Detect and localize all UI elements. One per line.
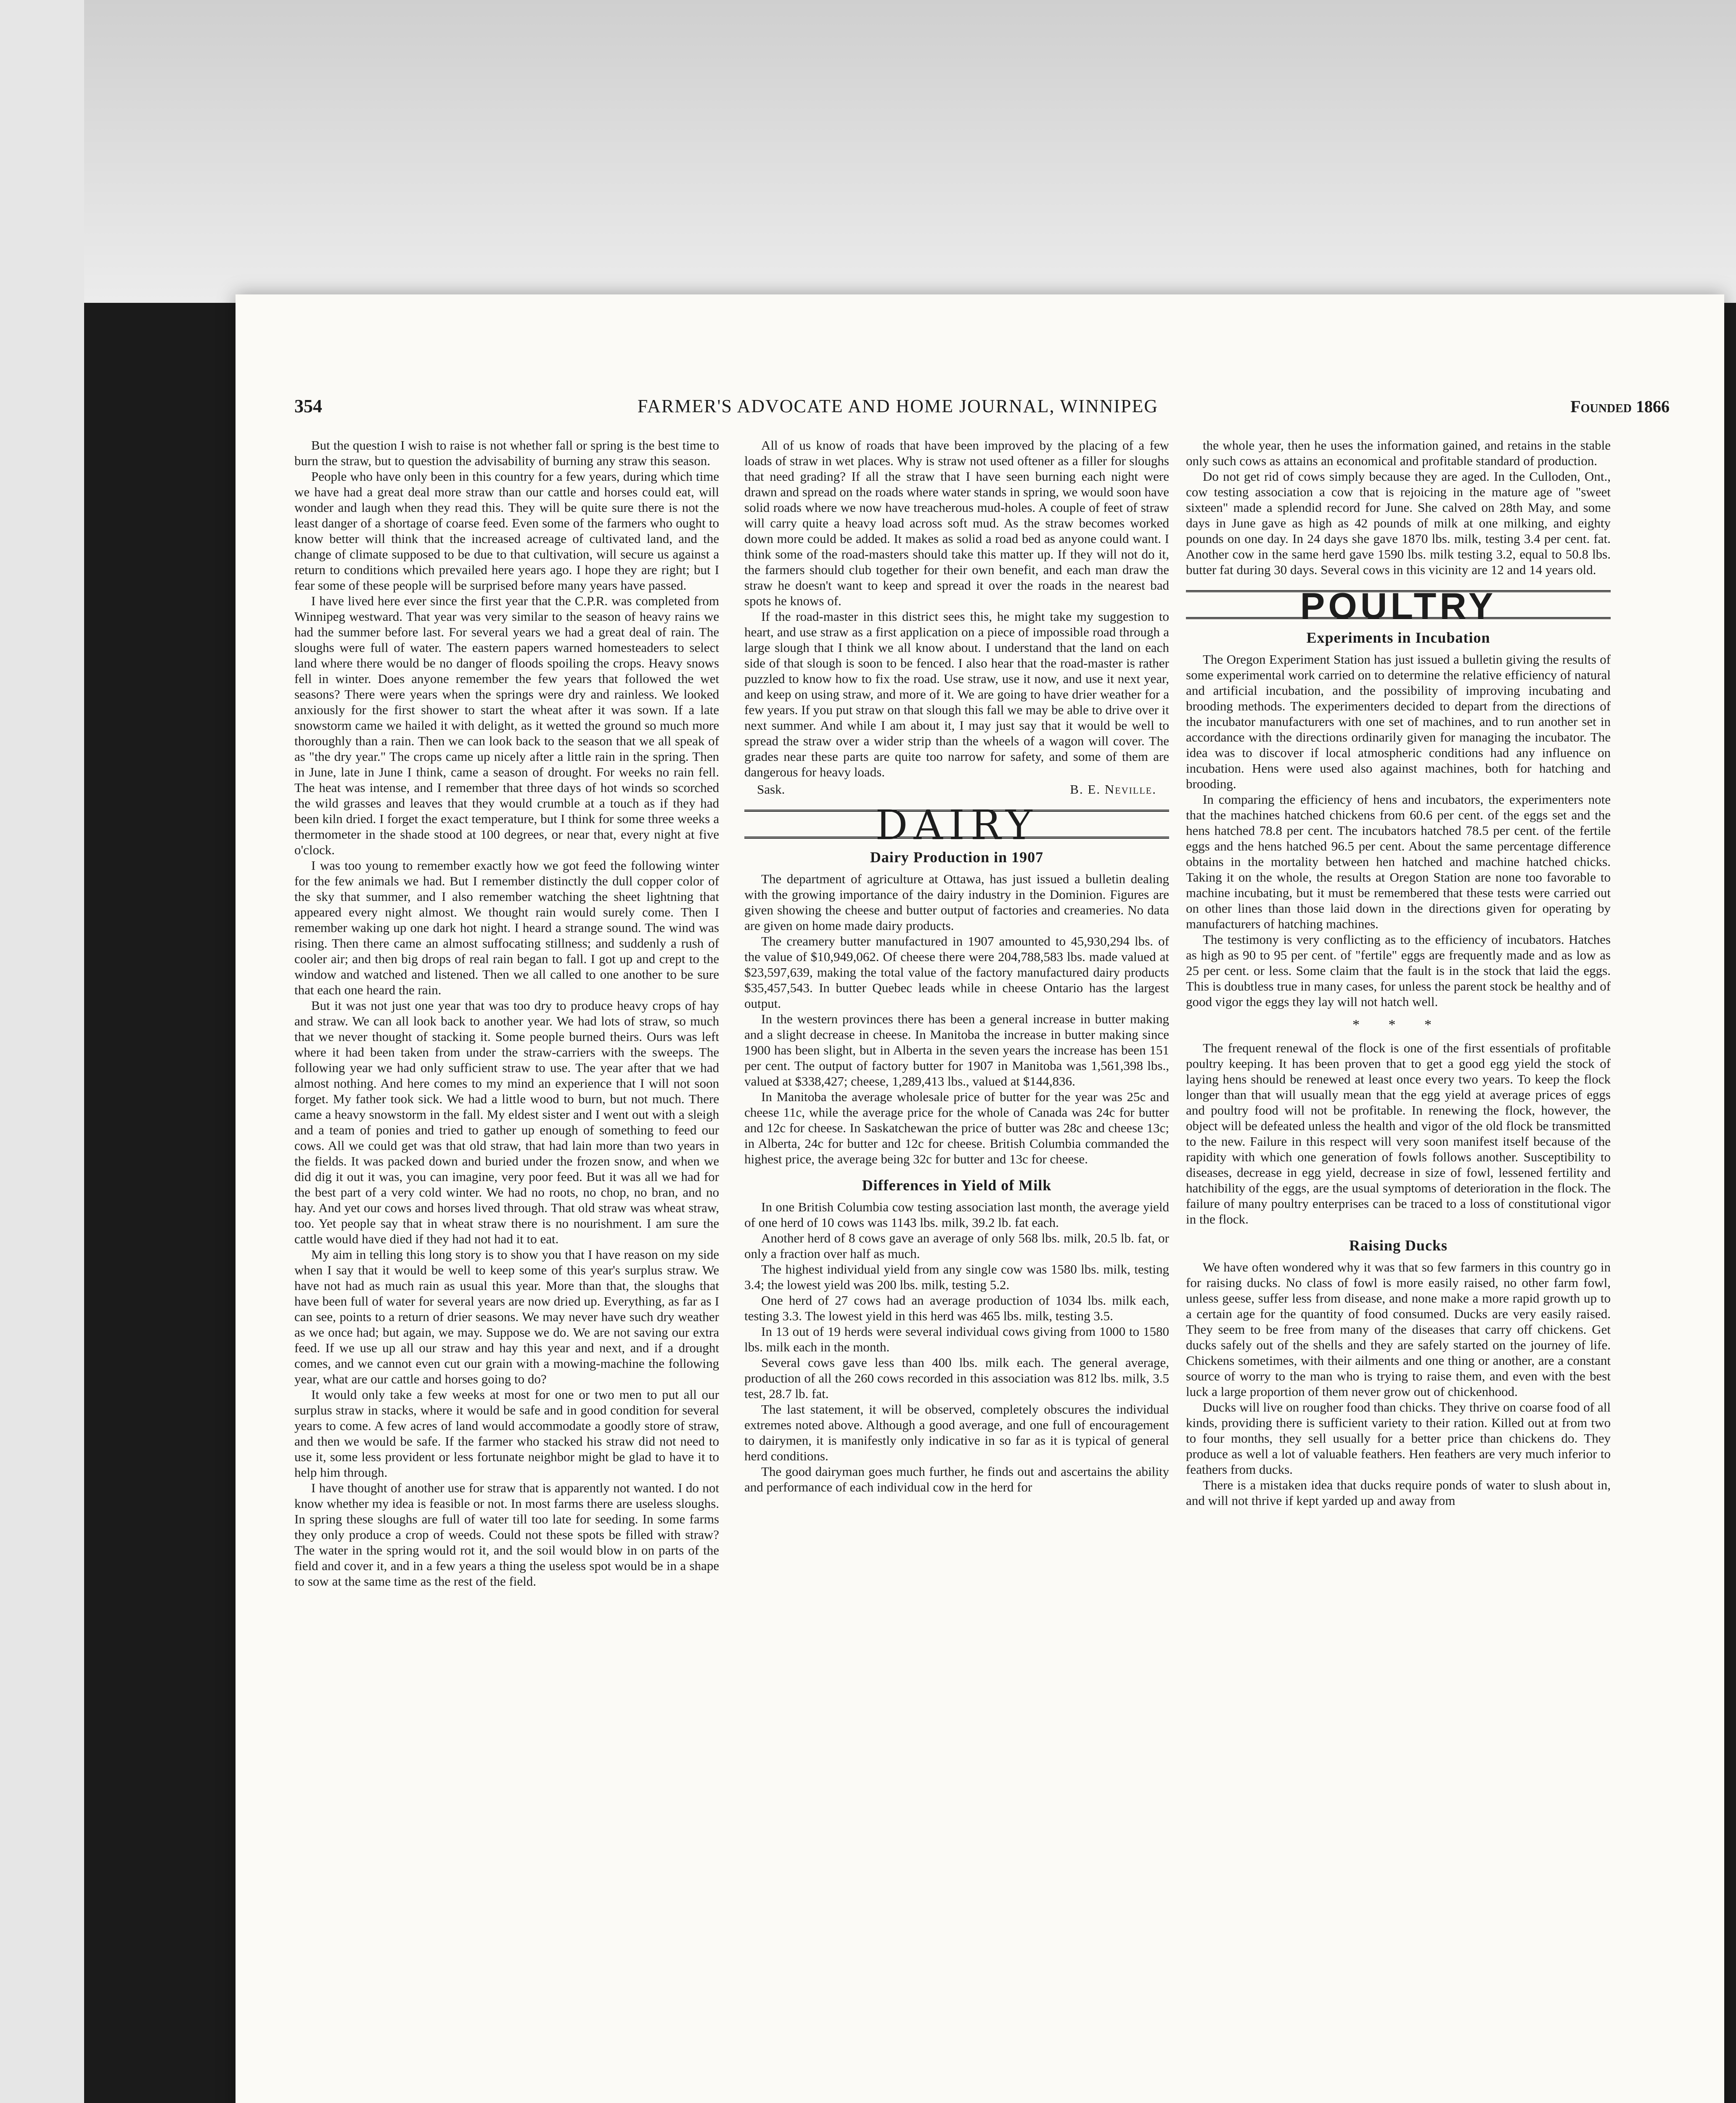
journal-title: FARMER'S ADVOCATE AND HOME JOURNAL, WINNIPEG xyxy=(637,396,1159,416)
poultry-section-banner xyxy=(1186,585,1611,627)
article-heading: Differences in Yield of Milk xyxy=(862,1177,1052,1194)
page-number: 354 xyxy=(294,396,322,416)
paragraph: In comparing the efficiency of hens and incubators, the experimenters note that the machines hatched chickens from 60.6 per cent. of the eggs set and the hens hatched 78.8 per cent. The incubators hatched 78.5 per cent. of the fertile eggs and the hens hatched 96.5 per cent. About the same percentage difference obtains in the mortality between hen hatched and machine hatched chicks. Taking it on the whole, the results at Oregon Station are none too favorable to machine incubating, but it must be remembered that these tests were carried out on other lines than those laid down in the directions given for operating by manufacturers of hatching machines. xyxy=(1186,792,1611,931)
poultry-section-title: POULTRY xyxy=(1300,585,1497,627)
paragraph: I have thought of another use for straw that is apparently not wanted. I do not know whether my idea is feasible or not. In most farms there are useless sloughs. In spring these sloughs are full of water till too late for seeding. In some farms they only produce a crop of weeds. Could not these spots be filled with straw? The water in the spring would rot it, and the soil would blow in on parts of the field and cover it, and in a few years a thing the useless spot would be in a shape to sow at the same time as the rest of the field. xyxy=(294,1481,719,1589)
signature-place: Sask. xyxy=(757,782,785,797)
paragraph: People who have only been in this country for a few years, during which time we have had a great deal more straw than our cattle and horses could eat, will wonder and laugh when they read this. They will be quite sure there is not the least danger of a shortage of coarse feed. Even some of the farmers who ought to know better will think that the increased acreage of cultivated land, and the change of climate supposed to be due to that cultivation, will secure us against a return to conditions which prevailed here years ago. I hope they are right; but I fear some of these people will be surprised before many years have passed. xyxy=(294,469,719,593)
signature-name: B. E. Neville. xyxy=(1070,782,1156,797)
scan-background-left xyxy=(0,0,84,2103)
article-heading: Dairy Production in 1907 xyxy=(870,849,1044,866)
paragraph: We have often wondered why it was that so few farmers in this country go in for raising ducks. No class of fowl is more easily raised, no other farm fowl, unless geese, suffer less from disease, and none make a more rapid growth up to a certain age for the quantity of food consumed. Ducks are very easily raised. They seem to be free from many of the diseases that carry off chickens. Get ducks safely out of the shells and they are safely started on the journey of life. Chickens sometimes, with their ailments and one thing or another, are a constant source of worry to the man who is trying to raise them, and even with the best luck a large proportion of them never grow out of chickenhood. xyxy=(1186,1260,1611,1399)
paragraph: I was too young to remember exactly how we got feed the following winter for the few animals we had. But I remember distinctly the dull copper color of the sky that summer, and I also remember watching the sheet lightning that appeared every night almost. We thought rain would surely come. Then I remember waking up one dark hot night. I heard a strange sound. The wind was rising. Then there came an almost suffocating stillness; and suddenly a rush of cooler air; and then big drops of real rain began to fall. I got up and crept to the window and watched and listened. Then we all called to one another to be sure that each one heard the rain. xyxy=(294,858,719,997)
paragraph: If the road-master in this district sees this, he might take my suggestion to heart, and use straw as a first application on a piece of impossible road through a large slough that I think we all know about. I understand that the land on each side of that slough is soon to be fenced. I also hear that the road-master is rather puzzled to know how to fix the road. Use straw, use it now, and use it next year, and keep on using straw, and more of it. We are going to have drier weather for a few years. If you put straw on that slough this fall we may be able to drive over it next summer. And while I am about it, I may just say that it would be well to spread the straw over a wider strip than the wheels of a wagon will cover. The grades near these parts are quite too narrow for safety, and some of them are dangerous for heavy loads. xyxy=(744,609,1169,779)
column-1 xyxy=(294,437,719,1589)
paragraph: Another herd of 8 cows gave an average of only 568 lbs. milk, 20.5 lb. fat, or only a fraction over half as much. xyxy=(744,1231,1169,1261)
paragraph: All of us know of roads that have been improved by the placing of a few loads of straw in wet places. Why is straw not used oftener as a filler for sloughs that need grading? If all the straw that I have seen burning each night were drawn and spread on the roads where water stands in spring, we would soon have solid roads where we now have treacherous mud-holes. A couple of feet of straw will carry quite a heavy load across soft mud. As the straw becomes worked down more could be added. It makes as solid a road bed as anyone could want. I think some of the road-masters should take this matter up. If they will not do it, the farmers should club together for their own benefit, and each man draw the straw he doesn't want to keep and spread it over the roads in the nearest bad spots he knows of. xyxy=(744,438,1169,608)
dairy-section-banner xyxy=(744,802,1169,849)
paragraph: But it was not just one year that was too dry to produce heavy crops of hay and straw. We can all look back to another year. We had lots of straw, so much that we never thought of stacking it. Some people burned theirs. Ours was left where it had been taken from under the straw-carriers with the sweeps. The following year we had only sufficient straw to use. The year after that we had almost nothing. And here comes to my mind an experience that I will not soon forget. My father took sick. We had a little wood to burn, but not much. There came a heavy snowstorm in the fall. My eldest sister and I went out with a sleigh and a team of ponies and tried to gather up enough of something to feed our cows. All we could get was that old straw, that had lain more than two years in the fields. It was packed down and buried under the frozen snow, and when we did dig it out it was, you can imagine, very poor feed. But it was all we had for the best part of a very cold winter. We had no roots, no chop, no bran, and no hay. And yet our cows and horses lived through. That old straw was wheat straw, too. Yet people say that in wheat straw there is no nourishment. I am sure the cattle would have died if they had not had it to eat. xyxy=(294,998,719,1246)
letter-signature xyxy=(757,781,1156,797)
paragraph: But the question I wish to raise is not whether fall or spring is the best time to burn the straw, but to question the advisability of burning any straw this season. xyxy=(294,438,719,468)
paragraph: The creamery butter manufactured in 1907 amounted to 45,930,294 lbs. of the value of $10,949,062. Of cheese there were 204,788,583 lbs. made valued at $23,597,639, making the total value of the factory manufactured dairy products $35,457,543. In butter Quebec leads while in cheese Ontario has the largest output. xyxy=(744,934,1169,1011)
column-3 xyxy=(1186,437,1611,1508)
article-heading: Experiments in Incubation xyxy=(1306,629,1490,646)
paragraph: The last statement, it will be observed, completely obscures the individual extremes noted above. Although a good average, and one full of encouragement to dairymen, it is manifestly only indicative in so far as it is typical of general herd conditions. xyxy=(744,1402,1169,1463)
article-heading: Raising Ducks xyxy=(1349,1237,1448,1254)
paragraph: In one British Columbia cow testing association last month, the average yield of one herd of 10 cows was 1143 lbs. milk, 39.2 lb. fat each. xyxy=(744,1200,1169,1230)
paragraph: Do not get rid of cows simply because they are aged. In the Culloden, Ont., cow testing association a cow that is rejoicing in the mature age of "sweet sixteen" made a splendid record for June. She calved on 28th May, and some days in June gave as high as 42 pounds of milk at one milking, and eighty pounds on one day. In 24 days she gave 1870 lbs. milk, testing 3.4 per cent. fat. Another cow in the same herd gave 1590 lbs. milk testing 3.2, equal to 50.8 lbs. butter fat during 30 days. Several cows in this vicinity are 12 and 14 years old. xyxy=(1186,469,1611,577)
paragraph: One herd of 27 cows had an average production of 1034 lbs. milk each, testing 3.3. The lowest yield in this herd was 465 lbs. milk, testing 3.5. xyxy=(744,1293,1169,1323)
section-separator: * * * xyxy=(1352,1017,1444,1033)
paragraph: The highest individual yield from any single cow was 1580 lbs. milk, testing 3.4; the lowest yield was 200 lbs. milk, testing 5.2. xyxy=(744,1262,1169,1292)
dairy-section-title: DAIRY xyxy=(875,802,1038,849)
paragraph: The Oregon Experiment Station has just issued a bulletin giving the results of some experimental work carried on to determine the relative efficiency of natural and artificial incubation, and the possibility of improving incubating and brooding methods. The experimenters decided to depart from the directions of the incubator manufacturers with one set of machines, and to run another set in accordance with the directions ordinarily given for managing the incubator. The idea was to discover if local atmospheric conditions had any influence on incubation. Hens were used also against machines, both for hatching and brooding. xyxy=(1186,652,1611,791)
page-header xyxy=(294,395,1670,425)
paragraph: The good dairyman goes much further, he finds out and ascertains the ability and performance of each individual cow in the herd for xyxy=(744,1464,1169,1494)
paragraph: I have lived here ever since the first year that the C.P.R. was completed from Winnipeg westward. That year was very similar to the season of heavy rains we had the summer before last. For several years we had a great deal of rain. The sloughs were full of water. The eastern papers warned homesteaders to select land where there would be no danger of floods spoiling the crops. Heavy snows fell in winter. Does anyone remember the few years that followed the wet seasons? There were years when the springs were dry and rainless. We looked anxiously for the first shower to start the wheat after it was sown. If a late snowstorm came we hailed it with delight, as it wetted the ground so much more thoroughly than a rain. Then we can look back to the season that we all speak of as "the dry year." The crops came up nicely after a little rain in the spring. Then in June, late in June I think, came a season of drought. For weeks no rain fell. The heat was intense, and I remember that three days of hot winds so scorched the wild grasses and leaves that they would crumble at a touch as if they had been kiln dried. I forget the exact temperature, but I think for some three weeks a thermometer in the shade stood at 100 degrees, or near that, every night at five o'clock. xyxy=(294,593,719,857)
founded-note: Founded 1866 xyxy=(1570,397,1670,416)
newspaper-page xyxy=(236,294,1724,2103)
paragraph: In Manitoba the average wholesale price of butter for the year was 25c and cheese 11c, while the average price for the whole of Canada was 24c for butter and 12c for cheese. In Saskatchewan the price of butter was 28c and cheese 13c; in Alberta, 24c for butter and 12c for cheese. British Columbia commanded the highest price, the average being 32c for butter and 13c for cheese. xyxy=(744,1089,1169,1166)
scan-background-top xyxy=(0,0,1736,303)
paragraph: the whole year, then he uses the information gained, and retains in the stable only such cows as attains an economical and profitable standard of production. xyxy=(1186,438,1611,468)
paragraph: There is a mistaken idea that ducks require ponds of water to slush about in, and will not thrive if kept yarded up and away from xyxy=(1186,1478,1611,1508)
paragraph: My aim in telling this long story is to show you that I have reason on my side when I say that it would be well to keep some of this year's surplus straw. We have not had as much rain as usual this year. More than that, the sloughs that have been full of water for several years are now dried up. Everything, as far as I can see, points to a return of drier seasons. We may never have such dry weather as we once had; but again, we may. Suppose we do. We are not saving our extra feed. If we use up all our straw and hay this year and next, and if a drought comes, and we cannot even cut our grain with a mowing-machine the following year, what are our cattle and horses going to do? xyxy=(294,1247,719,1386)
paragraph: In 13 out of 19 herds were several individual cows giving from 1000 to 1580 lbs. milk each in the month. xyxy=(744,1324,1169,1354)
paragraph: The testimony is very conflicting as to the efficiency of incubators. Hatches as high as 90 to 95 per cent. of "fertile" eggs are frequently made and as low as 25 per cent. or less. Some claim that the fault is in the stock that laid the eggs. This is doubtless true in many cases, for unless the parent stock be healthy and of good vigor the eggs they lay will not hatch well. xyxy=(1186,932,1611,1009)
column-2 xyxy=(744,437,1169,1495)
paragraph: Ducks will live on rougher food than chicks. They thrive on coarse food of all kinds, providing there is sufficient variety to their ration. Killed out at from two to four months, they sell usually for a better price than chickens do. They produce as well a lot of valuable feathers. Hen feathers are very much inferior to feathers from ducks. xyxy=(1186,1400,1611,1477)
paragraph: It would only take a few weeks at most for one or two men to put all our surplus straw in stacks, where it would be safe and in good condition for several years to come. A few acres of land would accommodate a goodly store of straw, and then we would be safe. If the farmer who stacked his straw did not need to use it, some less provident or less fortunate neighbor might be glad to have it to help him through. xyxy=(294,1387,719,1480)
paragraph: The frequent renewal of the flock is one of the first essentials of profitable poultry keeping. It has been proven that to get a good egg yield the stock of laying hens should be renewed at least once every two years. To keep the flock longer than that will usually mean that the egg yield at average prices of eggs and poultry food will not be profitable. In renewing the flock, however, the object will be defeated unless the health and vigor of the old flock be transmitted to the new. Failure in this respect will very soon manifest itself because of the rapidity with which one generation of fowls follows another. Susceptibility to diseases, decrease in egg yield, decrease in size of fowl, lessened fertility and hatchibility of the eggs, are the usual symptoms of deterioration in the flock. The failure of many poultry enterprises can be traced to a loss of constitutional vigor in the flock. xyxy=(1186,1041,1611,1226)
paragraph: In the western provinces there has been a general increase in butter making and a slight decrease in cheese. In Manitoba the increase in butter making since 1900 has been slight, but in Alberta in the seven years the increase has been 151 per cent. The output of factory butter for 1907 in Manitoba was 1,561,398 lbs., valued at $338,427; cheese, 1,289,413 lbs., valued at $144,836. xyxy=(744,1012,1169,1089)
paragraph: Several cows gave less than 400 lbs. milk each. The general average, production of all the 260 cows recorded in this association was 812 lbs. milk, 3.5 test, 28.7 lb. fat. xyxy=(744,1355,1169,1401)
paragraph: The department of agriculture at Ottawa, has just issued a bulletin dealing with the growing importance of the dairy industry in the Dominion. Figures are given showing the cheese and butter output of factories and creameries. No data are given on home made dairy products. xyxy=(744,871,1169,933)
